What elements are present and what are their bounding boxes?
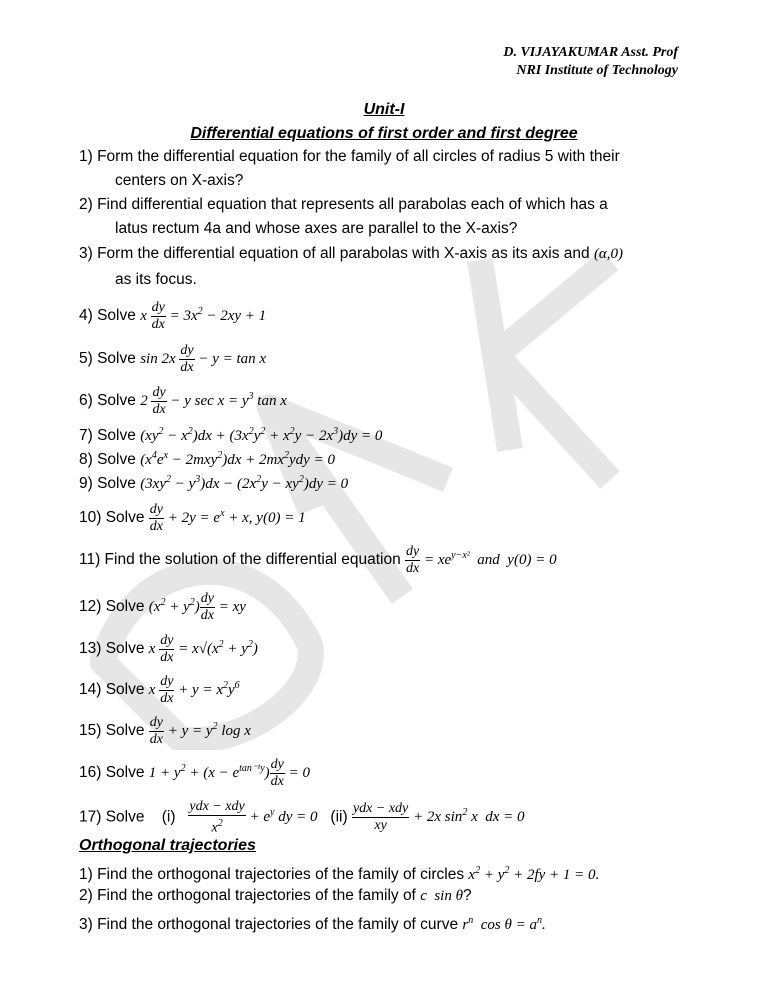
question-7 <box>79 422 382 446</box>
question-10 <box>79 502 306 535</box>
question-5-label: 5) Solve <box>79 349 136 367</box>
question-17-label: 17) Solve <box>79 808 145 826</box>
part-ii-label: (ii) <box>330 808 348 826</box>
question-13-label: 13) Solve <box>79 639 145 657</box>
equation-6: 2 $\frac{dy}{dx}$ − y $\sec x = y^3$ tan x <box>140 385 287 417</box>
equation-10: $\frac{dy}{dx}$ + $2y = e^x + x$, y(0) = 1 <box>149 502 306 534</box>
question-16 <box>79 757 310 790</box>
question-1: 1) Form the differential equation for the family of all circles of radius 5 with their <box>79 148 620 165</box>
part-i-label: (i) <box>161 808 176 826</box>
question-15-label: 15) Solve <box>79 721 145 739</box>
question-5 <box>79 343 266 376</box>
question-10-label: 10) Solve <box>79 508 145 526</box>
equation-17ii: $\frac{\text{ydx − xdy}}{xy}$ + 2x $\sin^2 x$ dx = 0 <box>352 801 525 834</box>
question-8 <box>79 446 335 470</box>
question-9 <box>79 470 348 494</box>
question-2: 2) Find differential equation that represents all parabolas each of which has a <box>79 196 608 213</box>
header-institute: NRI Institute of Technology <box>516 63 678 78</box>
section-title: Differential equations of first order and first degree <box>190 125 578 142</box>
orthogonal-trajectories-title: Orthogonal trajectories <box>79 837 256 854</box>
equation-8: $(x^4e^x - 2mxy^2)dx + 2mx^2ydy = 0$ <box>140 450 335 468</box>
ortho-equation-1: $x^2 + y^2 + 2fy + 1 = 0$. <box>468 865 600 883</box>
question-13 <box>79 633 258 666</box>
equation-12: $(x^2 + y^2)$ $\frac{dy}{dx}$ = xy <box>148 591 246 623</box>
question-8-label: 8) Solve <box>79 451 136 468</box>
question-7-label: 7) Solve <box>79 427 136 444</box>
question-14 <box>79 674 240 707</box>
equation-17i: $\frac{\text{ydx − xdy}}{x^2}$ + $e^y$ dy = 0 <box>189 799 318 836</box>
equation-14: x $\frac{dy}{dx}$ + $y = x^2y^6$ <box>148 674 240 706</box>
question-14-label: 14) Solve <box>79 680 145 698</box>
question-3-cont: as its focus. <box>115 271 197 288</box>
equation-4: x $\frac{dy}{dx}$ = $3x^2 - 2xy + 1$ <box>140 300 267 332</box>
question-6-label: 6) Solve <box>79 391 136 409</box>
question-11-label: 11) Find the solution of the differential equation <box>79 550 401 568</box>
question-15 <box>79 715 251 748</box>
question-12-label: 12) Solve <box>79 597 145 615</box>
ortho-question-3 <box>79 911 546 935</box>
question-4 <box>79 300 266 333</box>
question-6 <box>79 385 287 418</box>
unit-title: Unit-I <box>363 101 405 118</box>
question-3-text: 3) Form the differential equation of all parabolas with X-axis as its axis and <box>79 245 590 262</box>
equation-15: $\frac{dy}{dx}$ + $y = y^2$ log x <box>149 715 251 747</box>
ortho-equation-2: c sin θ <box>420 888 463 904</box>
question-16-label: 16) Solve <box>79 763 145 781</box>
ortho-question-2-text: 2) Find the orthogonal trajectories of the family of <box>79 887 416 904</box>
equation-11: $\frac{dy}{dx}$ = $xe^{y-x^2}$ and y(0) = 0 <box>406 544 557 576</box>
ortho-question-2 <box>79 886 472 906</box>
equation-16: $1 + y^2 + (x - e^{tan^{-1}y})$ $\frac{dy}{dx}$ = 0 <box>148 757 310 789</box>
focus-expr: (α,0) <box>593 246 624 262</box>
ortho-question-1-text: 1) Find the orthogonal trajectories of the family of circles <box>79 866 465 883</box>
question-3 <box>79 244 623 264</box>
question-11 <box>79 544 557 577</box>
ortho-question-3-text: 3) Find the orthogonal trajectories of the family of curve <box>79 916 459 933</box>
question-9-label: 9) Solve <box>79 475 136 492</box>
question-17 <box>79 799 525 837</box>
header-author: D. VIJAYAKUMAR Asst. Prof <box>503 45 678 60</box>
ortho-equation-3: $r^n$ $\cos \theta = a^n$. <box>462 915 546 933</box>
question-2-cont: latus rectum 4a and whose axes are parallel to the X-axis? <box>115 220 518 237</box>
ortho-question-2-end: ? <box>462 887 472 904</box>
equation-13: x $\frac{dy}{dx}$ = $x√(x^2 + y^2)$ <box>148 633 258 665</box>
question-12 <box>79 591 246 624</box>
question-4-label: 4) Solve <box>79 306 136 324</box>
question-1-cont: centers on X-axis? <box>115 172 244 189</box>
equation-5: sin 2x $\frac{dy}{dx}$ − y = tan x <box>140 343 267 375</box>
ortho-question-1 <box>79 861 599 885</box>
equation-9: $(3xy^2 - y^3)dx - (2x^2y - xy^2)dy = 0$ <box>140 474 349 492</box>
equation-7: $(xy^2 - x^2)dx + (3x^2y^2 + x^2y - 2x^3)dy = 0$ <box>140 426 383 444</box>
